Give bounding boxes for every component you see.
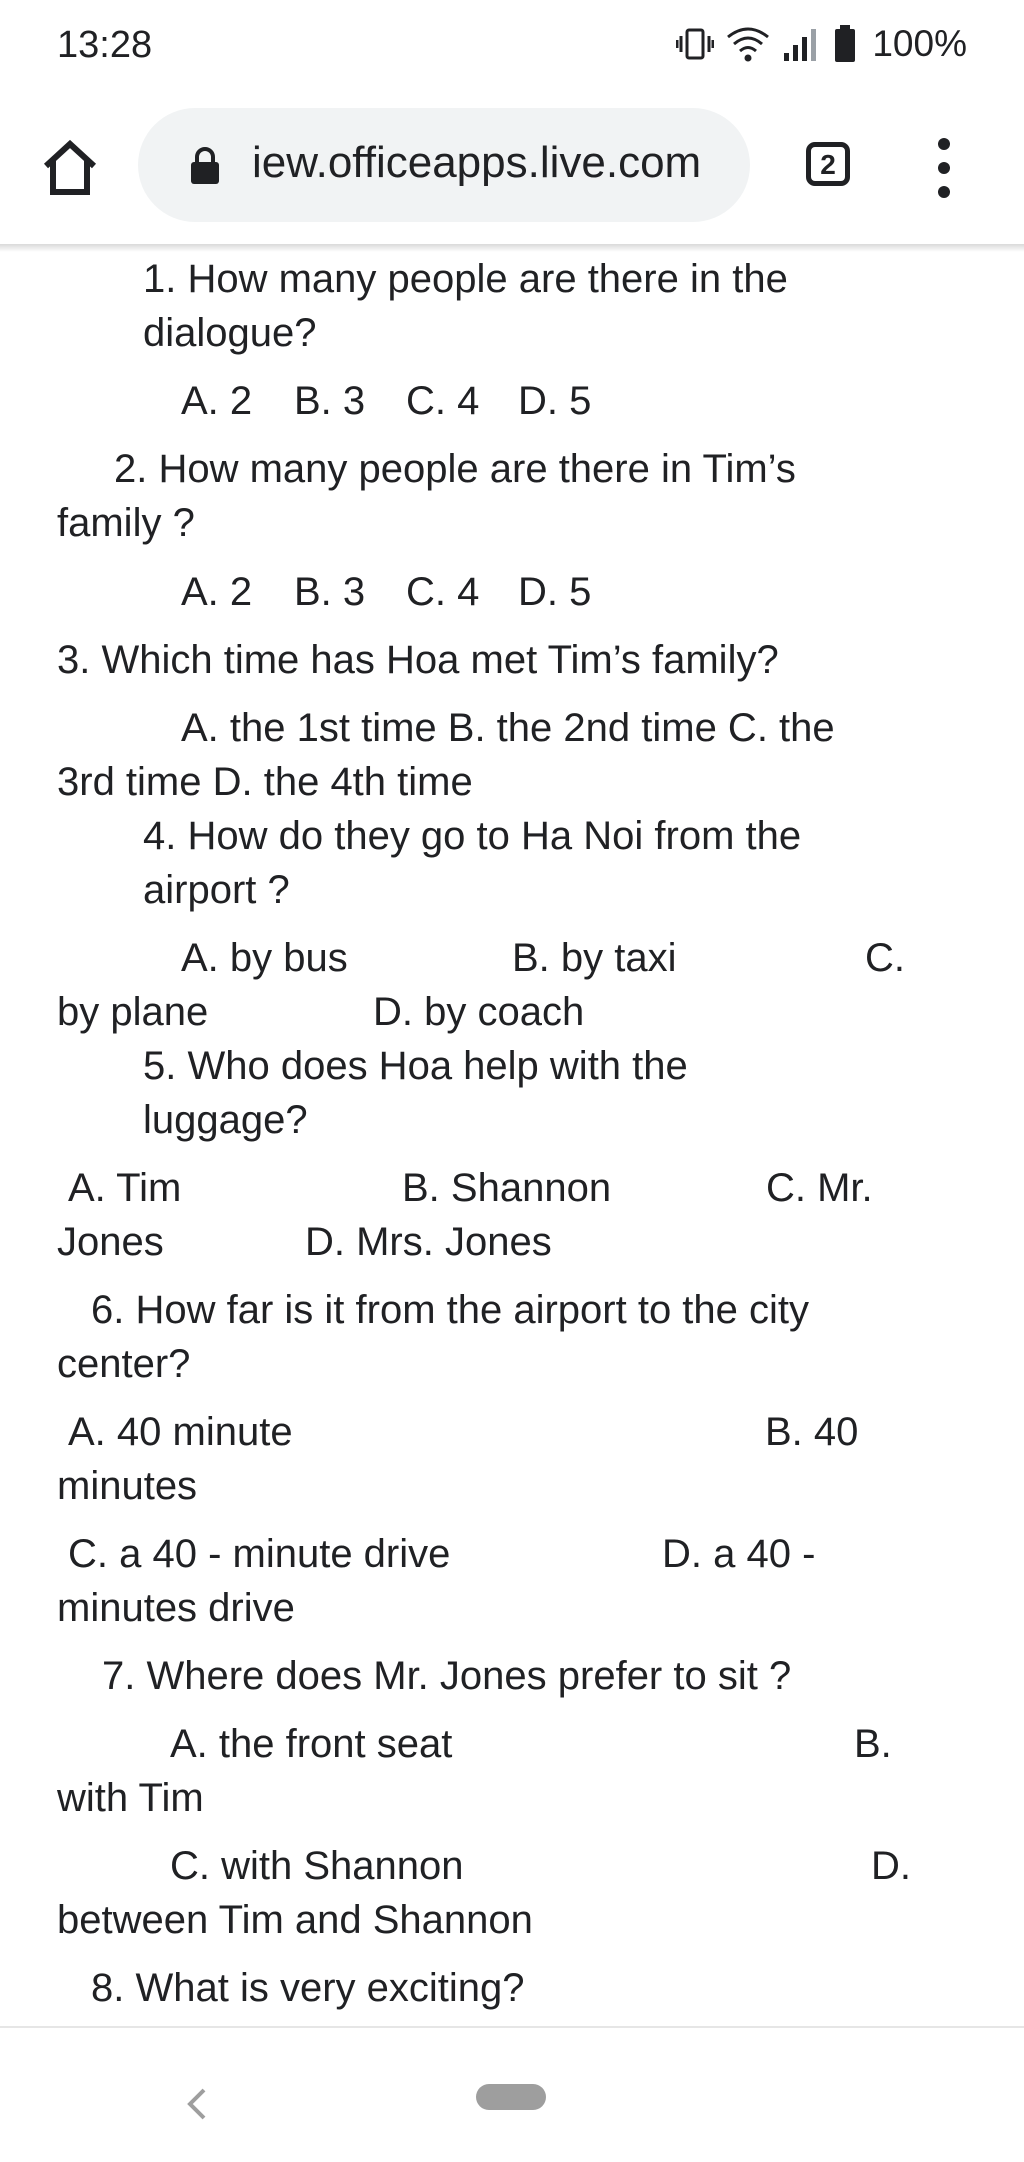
wifi-icon	[726, 25, 770, 63]
question-2: 2. How many people are there in Tim’s	[114, 447, 796, 491]
browser-toolbar	[0, 92, 1024, 244]
q5-option-b: B. Shannon	[402, 1166, 612, 1210]
q6-option-d-cont: minutes drive	[57, 1586, 295, 1630]
lock-icon	[188, 146, 222, 186]
home-icon[interactable]	[40, 138, 100, 198]
question-1-cont: dialogue?	[143, 311, 317, 355]
address-bar[interactable]	[138, 108, 750, 222]
q3-options-line-1: A. the 1st time B. the 2nd time C. the	[181, 706, 835, 750]
q2-option-a: A. 2	[181, 570, 253, 614]
q7-option-a: A. the front seat	[170, 1722, 453, 1766]
q3-options-line-2: 3rd time D. the 4th time	[57, 760, 473, 804]
q6-option-b-cont: minutes	[57, 1464, 198, 1508]
q1-option-d: D. 5	[518, 379, 592, 423]
question-2-cont: family ?	[57, 501, 195, 545]
q4-option-a: A. by bus	[181, 936, 348, 980]
q7-option-b: B.	[854, 1722, 892, 1766]
question-4-cont: airport ?	[143, 868, 290, 912]
question-5-cont: luggage?	[143, 1098, 308, 1142]
q5-option-d: D. Mrs. Jones	[305, 1220, 552, 1264]
question-8: 8. What is very exciting?	[91, 1966, 525, 2010]
status-time: 13:28	[57, 24, 153, 66]
q1-option-b: B. 3	[294, 379, 366, 423]
vibrate-icon	[676, 26, 714, 62]
question-1: 1. How many people are there in the	[143, 257, 788, 301]
q5-option-a: A. Tim	[68, 1166, 182, 1210]
q4-option-b: B. by taxi	[512, 936, 677, 980]
q4-option-d: D. by coach	[373, 990, 585, 1034]
back-nav-icon[interactable]	[182, 2084, 212, 2124]
question-4: 4. How do they go to Ha Noi from the	[143, 814, 802, 858]
q2-option-c: C. 4	[406, 570, 480, 614]
system-nav-bar	[0, 2026, 1024, 2162]
overflow-menu-icon[interactable]	[930, 136, 958, 200]
q6-option-d: D. a 40 -	[662, 1532, 816, 1576]
question-7: 7. Where does Mr. Jones prefer to sit ?	[102, 1654, 792, 1698]
q7-option-b-cont: with Tim	[57, 1776, 204, 1820]
home-pill-icon[interactable]	[476, 2084, 546, 2110]
q5-option-c-cont: Jones	[57, 1220, 164, 1264]
question-5: 5. Who does Hoa help with the	[143, 1044, 688, 1088]
document-viewer[interactable]	[0, 252, 1024, 2028]
tab-switcher-icon[interactable]: 2	[806, 142, 850, 186]
q5-option-c: C. Mr.	[766, 1166, 873, 1210]
status-icons	[676, 22, 967, 66]
toolbar-shadow	[0, 244, 1024, 252]
battery-icon	[834, 25, 856, 63]
q6-option-c: C. a 40 - minute drive	[68, 1532, 451, 1576]
question-3: 3. Which time has Hoa met Tim’s family?	[57, 638, 779, 682]
question-6-cont: center?	[57, 1342, 191, 1386]
battery-percent: 100%	[872, 23, 967, 64]
q6-option-b: B. 40	[765, 1410, 859, 1454]
status-bar	[0, 0, 1024, 92]
q2-option-d: D. 5	[518, 570, 592, 614]
signal-icon	[782, 25, 822, 63]
q4-option-c-cont: by plane	[57, 990, 209, 1034]
q2-option-b: B. 3	[294, 570, 366, 614]
q6-option-a: A. 40 minute	[68, 1410, 293, 1454]
q1-option-c: C. 4	[406, 379, 480, 423]
q4-option-c: C.	[865, 936, 905, 980]
q7-option-d-cont: between Tim and Shannon	[57, 1898, 533, 1942]
url-text: iew.officeapps.live.com	[252, 138, 702, 187]
q1-option-a: A. 2	[181, 379, 253, 423]
q7-option-d: D.	[871, 1844, 911, 1888]
q7-option-c: C. with Shannon	[170, 1844, 464, 1888]
question-6: 6. How far is it from the airport to the city	[91, 1288, 810, 1332]
